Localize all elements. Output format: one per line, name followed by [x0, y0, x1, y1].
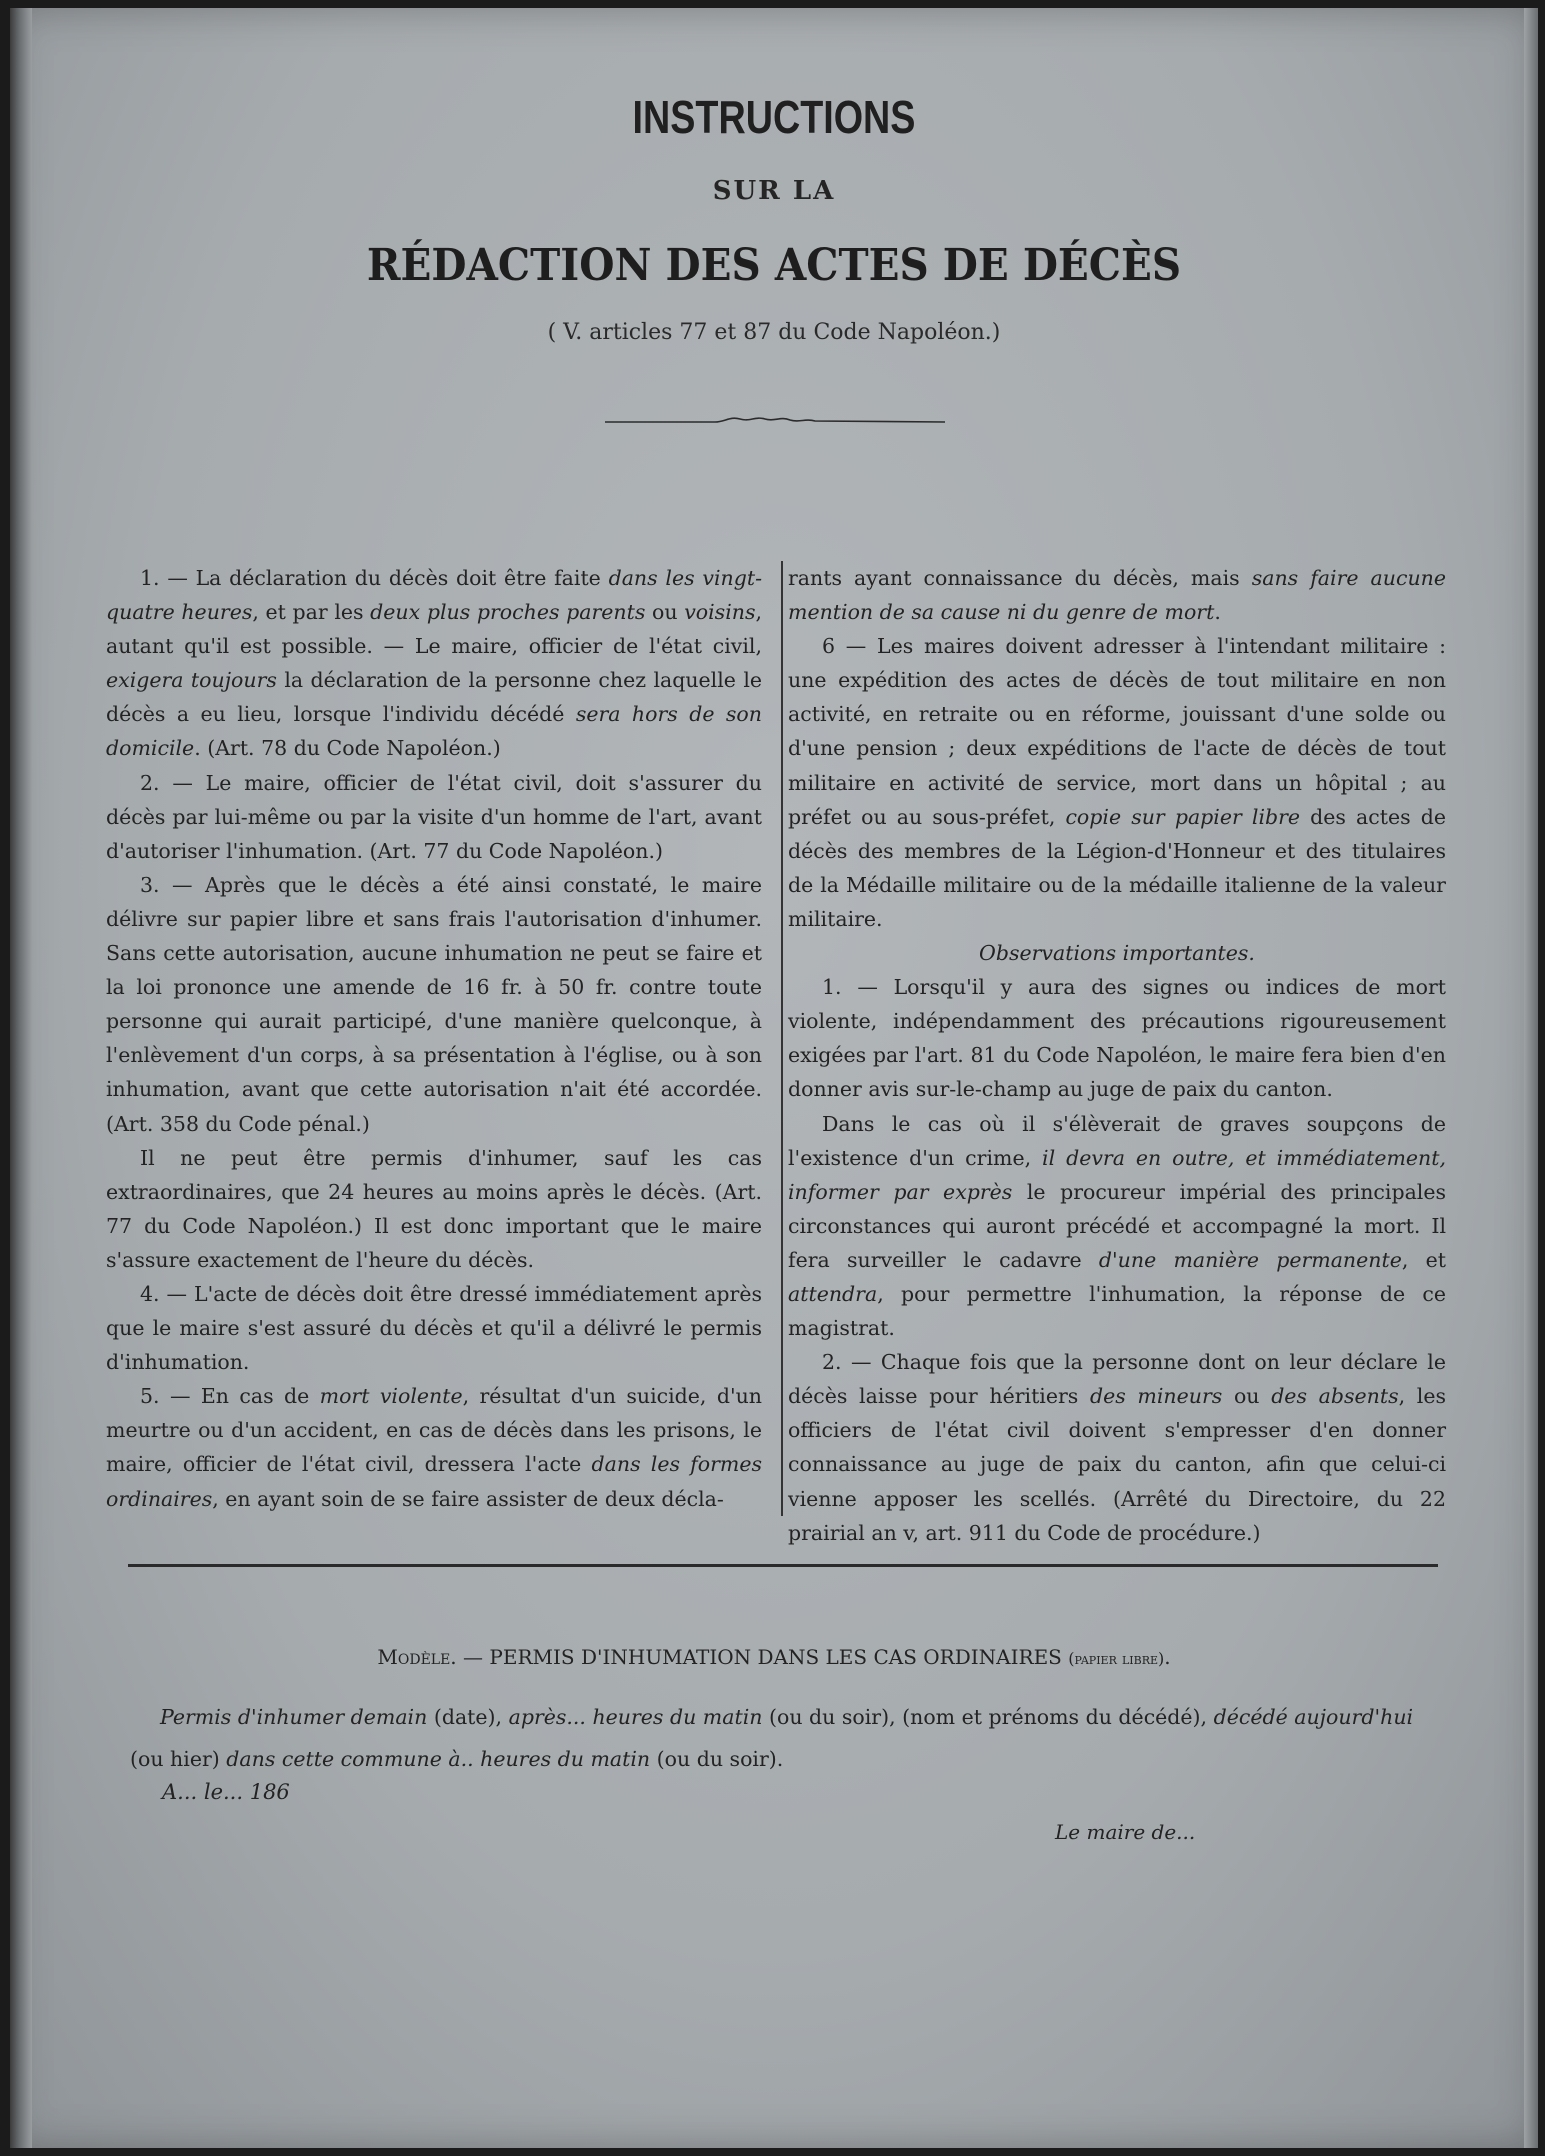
- title-sur-la: SUR LA: [712, 176, 836, 206]
- paragraph-4: Il ne peut être permis d'inhumer, sauf les cas extraordinaires, que 24 heures au moins après le décès. (Art. 77 du Code Napoléon.) Il est donc important que le maire s'assure exactement de l'heure du décès.: [106, 1145, 762, 1272]
- permis-template: [130, 1696, 1426, 1780]
- column-divider: [781, 561, 783, 1516]
- paragraph-3: 3. — Après que le décès a été ainsi constaté, le maire délivre sur papier libre et sans frais l'autorisation d'inhumer. Sans cette autorisation, aucune inhumation ne peut se faire et la loi prononce une amende de 16 fr. à 50 fr. contre toute personne qui aurait participé, d'une manière quelconque, à l'enlèvement d'un corps, à sa présentation à l'église, ou à son inhumation, avant que cette autorisation n'ait été accordée. (Art. 358 du Code pénal.): [106, 872, 762, 1136]
- observation-1: 1. — Lorsqu'il y aura des signes ou indices de mort violente, indépendamment des précautions rigoureusement exigées par l'art. 81 du Code Napoléon, le maire fera bien d'en donner avis sur-le-champ au juge de paix du canton.: [788, 975, 1446, 1102]
- paragraph-1: 1. — La déclaration du décès doit être faite dans les vingt-quatre heures, et par les deux plus proches parents ou voisins, autant qu'il est possible. — Le maire, officier de l'état civil, exigera toujours la déclaration de la personne chez laquelle le décès a eu lieu, lorsque l'individu décédé sera hors de son domicile. (Art. 78 du Code Napoléon.): [106, 566, 763, 761]
- observation-1-continued: Dans le cas où il s'élèverait de graves soupçons de l'existence d'un crime, il devra en outre, et immédiatement, informer par exprès le procureur impérial des principales circonstances qui auront précédé et accompagné la mort. Il fera surveiller le cadavre d'une manière permanente, et attendra, pour permettre l'inhumation, la réponse de ce magistrat.: [788, 1111, 1446, 1341]
- paragraph-6: 5. — En cas de mort violente, résultat d'un suicide, d'un meurtre ou d'un accident, en cas de décès dans les prisons, le maire, officier de l'état civil, dressera l'acte dans les formes ordinaires, en ayant soin de se faire assister de deux décla-: [106, 1384, 763, 1511]
- right-column: [788, 561, 1446, 1550]
- observation-2: 2. — Chaque fois que la personne dont on leur déclare le décès laisse pour héritiers des mineurs ou des absents, les officiers de l'état civil doivent s'empresser d'en donner connaissance au juge de paix du canton, afin que celui-ci vienne apposer les scellés. (Arrêté du Directoire, du 22 prairial an v, art. 911 du Code de procédure.): [788, 1350, 1446, 1545]
- subtitle-references: ( V. articles 77 et 87 du Code Napoléon.): [547, 320, 1001, 345]
- paragraph-5: 4. — L'acte de décès doit être dressé immédiatement après que le maire s'est assuré du décès et qu'il a délivré le permis d'inhumation.: [106, 1281, 762, 1375]
- date-line: A... le... 186: [162, 1780, 290, 1804]
- observations-heading: Observations importantes.: [979, 941, 1255, 966]
- title-redaction: RÉDACTION DES ACTES DE DÉCÈS: [366, 240, 1182, 291]
- ornament-divider-icon: [605, 410, 945, 434]
- horizontal-rule: [128, 1564, 1438, 1567]
- left-column: [106, 561, 762, 1516]
- paragraph-2: 2. — Le maire, officier de l'état civil, doit s'assurer du décès par lui-même ou par la visite d'un homme de l'art, avant d'autoriser l'inhumation. (Art. 77 du Code Napoléon.): [106, 770, 762, 863]
- title-instructions: INSTRUCTIONS: [632, 91, 916, 143]
- modele-heading: Modèle. — PERMIS D'INHUMATION DANS LES CAS ORDINAIRES (papier libre).: [377, 1645, 1171, 1669]
- mayor-signature-line: Le maire de...: [1055, 1820, 1196, 1844]
- paragraph-6-military: 6 — Les maires doivent adresser à l'intendant militaire : une expédition des actes de décès de tout militaire en non activité, en retraite ou en réforme, jouissant d'une solde ou d'une pension ; deux expéditions de l'acte de décès de tout militaire en activité de service, mort dans un hôpital ; au préfet ou au sous-préfet, copie sur papier libre des actes de décès des membres de la Légion-d'Honneur et des titulaires de la Médaille militaire ou de la médaille italienne de la valeur militaire.: [788, 634, 1447, 931]
- paragraph-continued: rants ayant connaissance du décès, mais sans faire aucune mention de sa cause ni du genre de mort.: [788, 566, 1446, 625]
- document-page: [10, 8, 1538, 2148]
- permis-text: Permis d'inhumer demain (date), après... heures du matin (ou du soir), (nom et prénoms du décédé), décédé aujourd'hui (ou hier) dans cette commune à.. heures du matin (ou du soir).: [130, 1705, 1414, 1771]
